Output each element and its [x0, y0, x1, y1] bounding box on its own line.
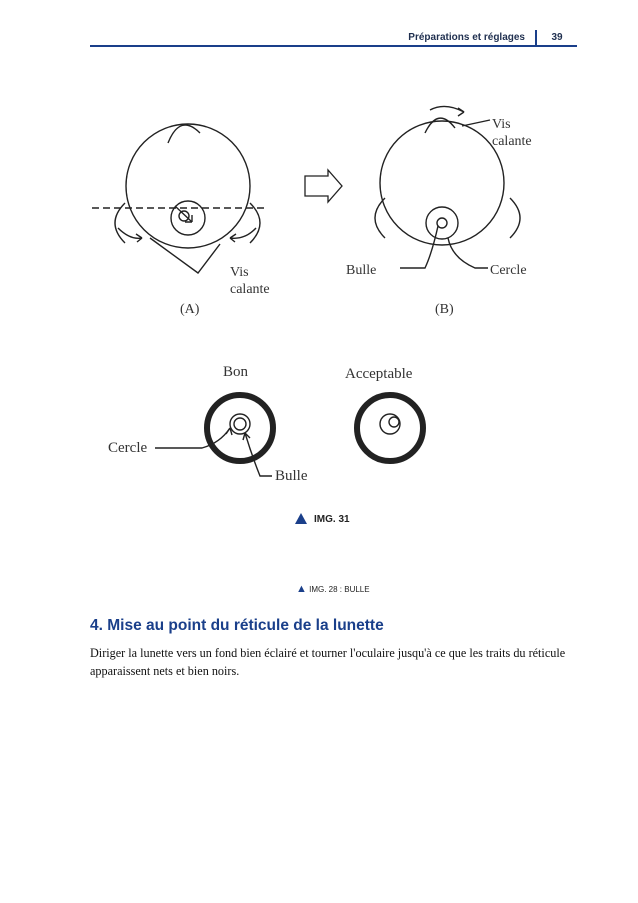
- page-header: [90, 30, 577, 48]
- tribrach-b: [380, 121, 504, 245]
- inner-caption: IMG. 31: [314, 514, 350, 525]
- good-outer-ring: [207, 395, 273, 461]
- leader-cercle-b: [448, 238, 488, 268]
- screw-a-right: [250, 203, 260, 243]
- bubble-level-figure: [80, 88, 560, 528]
- label-cercle-b: Cercle: [490, 263, 527, 278]
- tribrach-a: [126, 124, 250, 248]
- label-panel-b: (B): [435, 302, 454, 317]
- leader-vis-a: [150, 238, 220, 273]
- page-number: 39: [535, 30, 577, 46]
- figure-caption: [296, 583, 370, 595]
- rot-arrow-left-a: [118, 228, 142, 238]
- label-calante-b: calante: [492, 134, 532, 149]
- screw-b-right: [510, 198, 520, 238]
- section-heading: 4. Mise au point du réticule de la lunette: [90, 617, 384, 634]
- circle-b: [426, 207, 458, 239]
- good-bubble: [234, 418, 246, 430]
- header-title: Préparations et réglages: [408, 32, 525, 43]
- caption-text: IMG. 28 : BULLE: [309, 585, 370, 594]
- label-bulle-c: Bulle: [275, 468, 308, 484]
- label-cercle-c: Cercle: [108, 440, 148, 456]
- transition-arrow: [305, 170, 342, 202]
- label-vis-b: Vis: [492, 117, 511, 132]
- acceptable-bubble: [389, 417, 399, 427]
- label-calante-a: calante: [230, 282, 270, 297]
- label-panel-a: (A): [180, 302, 200, 317]
- section-paragraph: Diriger la lunette vers un fond bien éclairé et tourner l'oculaire jusqu'à ce que les traits du réticule apparaissent nets et bien noirs.: [90, 646, 566, 678]
- label-bon: Bon: [223, 364, 249, 380]
- screw-a-left: [115, 203, 125, 243]
- screw-a-top: [168, 125, 200, 143]
- label-bulle-b: Bulle: [346, 263, 377, 278]
- good-circle: [230, 414, 250, 434]
- leader-bulle-b: [400, 226, 438, 268]
- leader-cercle-c: [155, 428, 230, 448]
- inner-caption-triangle: [295, 513, 307, 524]
- bubble-a: [179, 211, 189, 221]
- leader-vis-b: [462, 120, 490, 126]
- label-vis-a: Vis: [230, 265, 249, 280]
- caption-triangle-icon: ▲: [296, 583, 307, 595]
- header-rule: [90, 45, 577, 47]
- label-acceptable: Acceptable: [345, 366, 413, 382]
- rot-arrow-right-a: [230, 228, 256, 238]
- acceptable-outer-ring: [357, 395, 423, 461]
